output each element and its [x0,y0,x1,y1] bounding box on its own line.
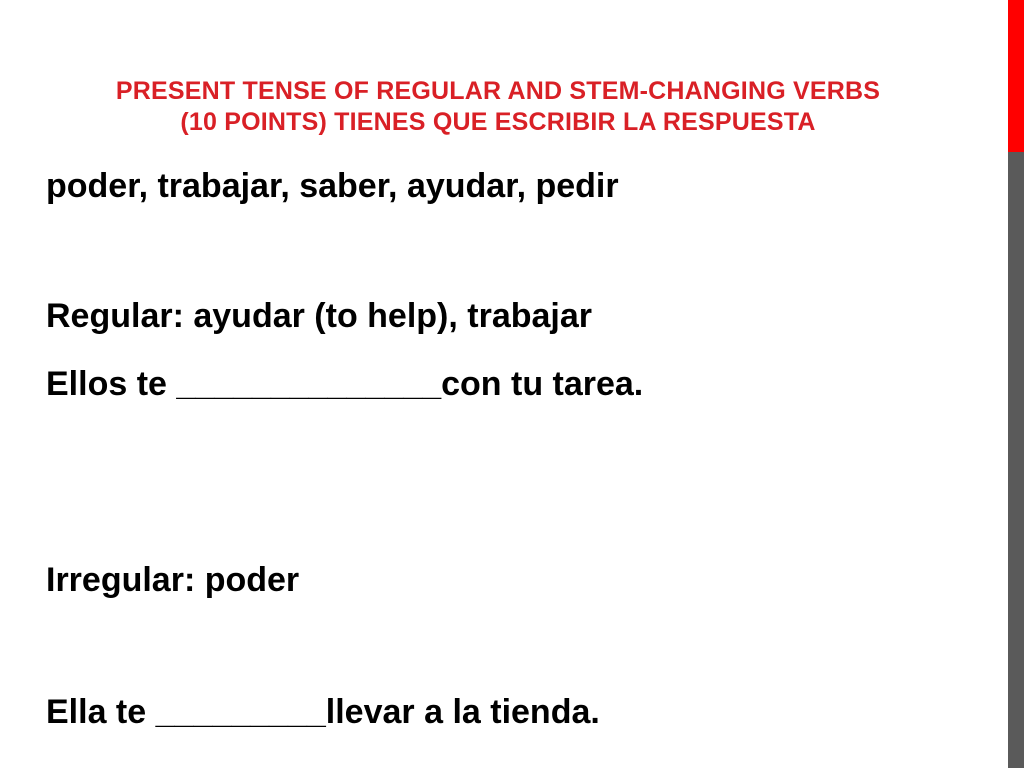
irregular-verbs-label: Irregular: poder [46,561,300,599]
side-accent-red-segment [1008,0,1024,152]
verb-list: poder, trabajar, saber, ayudar, pedir [46,167,619,205]
slide-title [18,76,978,138]
title-line-2: (10 POINTS) TIENES QUE ESCRIBIR LA RESPUESTA [180,108,816,136]
title-line-1: PRESENT TENSE OF REGULAR AND STEM-CHANGING VERBS [115,77,881,105]
regular-verbs-label: Regular: ayudar (to help), trabajar [46,297,592,335]
fill-in-sentence-1: Ellos te ______________con tu tarea. [46,365,644,403]
fill-in-sentence-2: Ella te _________llevar a la tienda. [46,693,600,731]
